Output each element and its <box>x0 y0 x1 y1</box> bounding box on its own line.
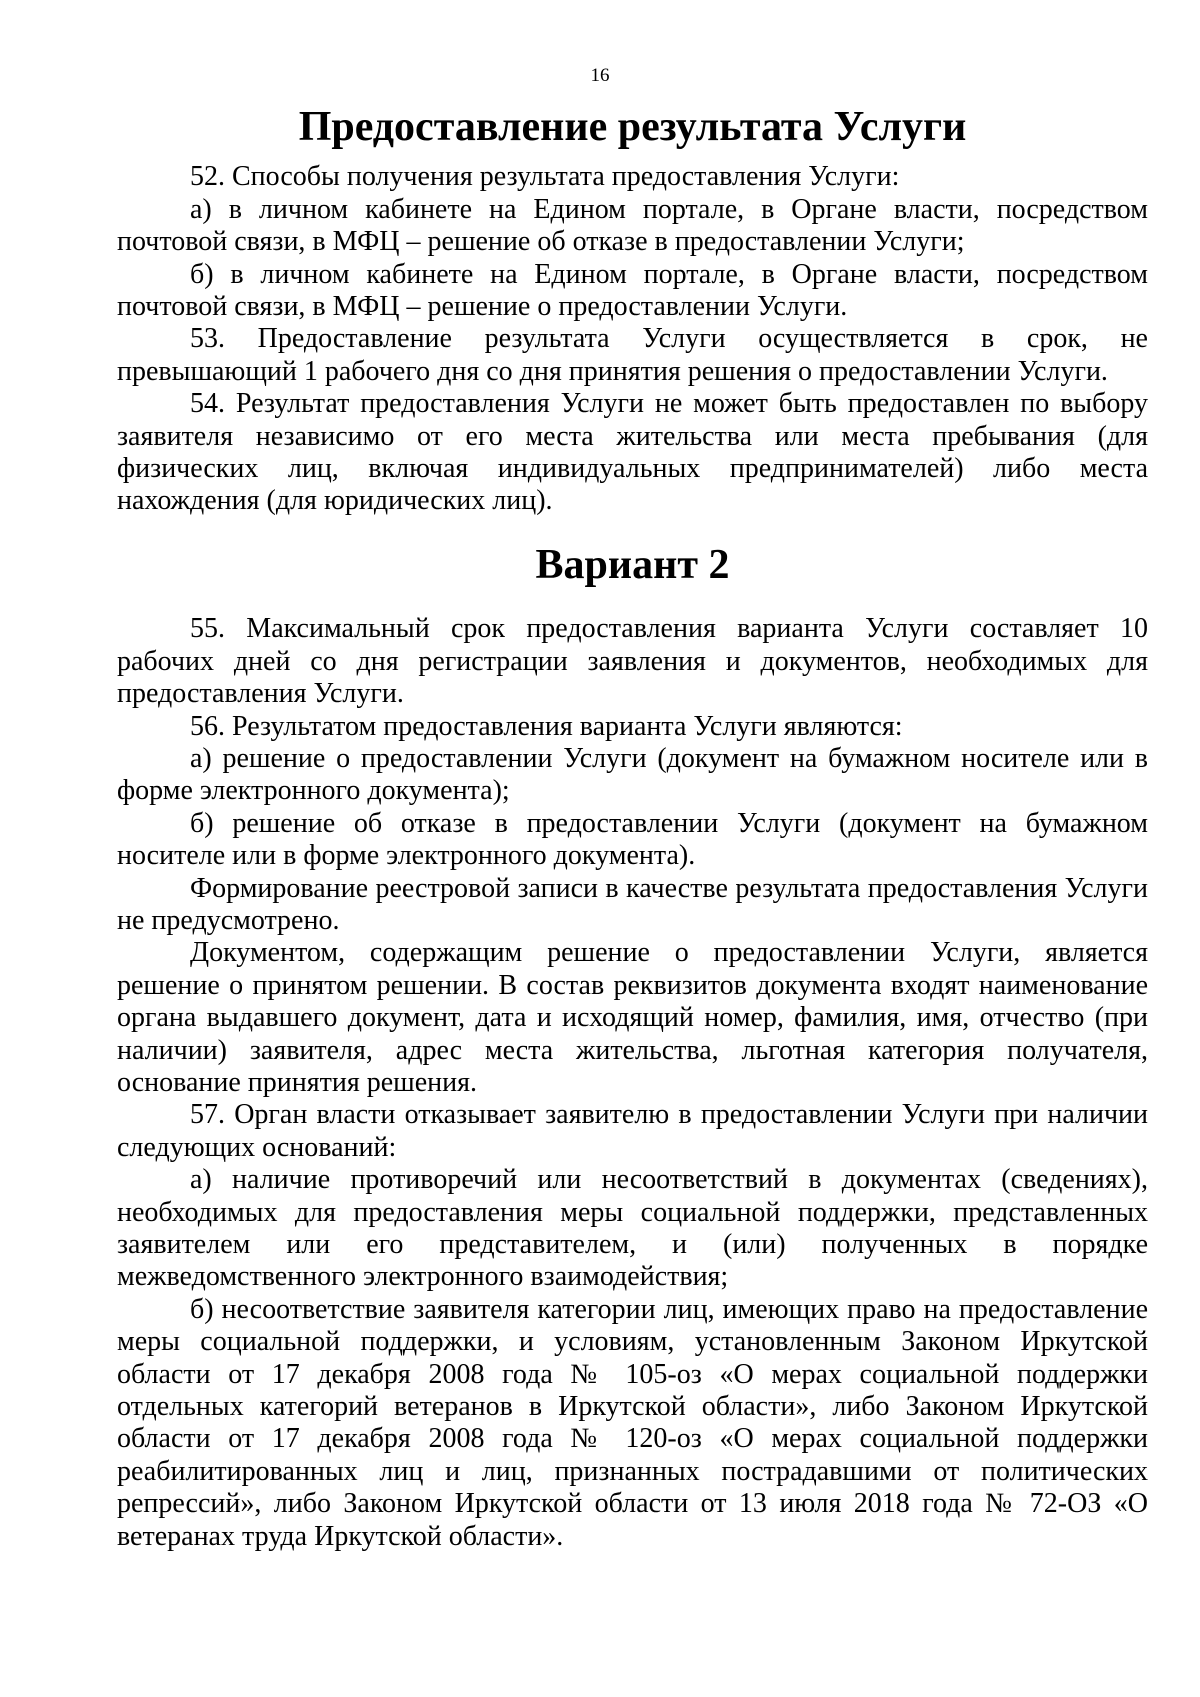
page-number: 16 <box>590 65 610 86</box>
paragraph-registry-note: Формирование реестровой записи в качестве результата предоставления Услуги не предусмотрено. <box>117 872 1148 936</box>
paragraph-57: 57. Орган власти отказывает заявителю в предоставлении Услуги при наличии следующих оснований: <box>117 1099 1148 1163</box>
document-body <box>117 104 1148 1553</box>
section-heading-result: Предоставление результата Услуги <box>298 104 967 150</box>
paragraph-53: 53. Предоставление результата Услуги осуществляется в срок, не превышающий 1 рабочего дня со дня принятия решения о предоставлении Услуги. <box>117 323 1148 387</box>
paragraph-56b: б) решение об отказе в предоставлении Услуги (документ на бумажном носителе или в форме электронного документа). <box>117 807 1148 872</box>
paragraph-decision-document: Документом, содержащим решение о предоставлении Услуги, является решение о принятом решении. В состав реквизитов документа входят наименование органа выдавшего документ, дата и исходящий номер, фамилия, имя, отчество (при наличии) заявителя, адрес места жительства, льготная категория получателя, основание принятия решения. <box>117 937 1148 1098</box>
paragraph-56a: а) решение о предоставлении Услуги (документ на бумажном носителе или в форме электронного документа); <box>117 742 1148 807</box>
paragraph-52: 52. Способы получения результата предоставления Услуги: <box>190 161 900 193</box>
paragraph-52b: б) в личном кабинете на Едином портале, в Органе власти, посредством почтовой связи, в МФЦ – решение о предоставлении Услуги. <box>117 258 1148 323</box>
paragraph-55: 55. Максимальный срок предоставления варианта Услуги составляет 10 рабочих дней со дня регистрации заявления и документов, необходимых для предоставления Услуги. <box>117 613 1148 710</box>
paragraph-52a: а) в личном кабинете на Едином портале, в Органе власти, посредством почтовой связи, в МФЦ – решение об отказе в предоставлении Услуги; <box>117 193 1148 258</box>
paragraph-56: 56. Результатом предоставления варианта Услуги являются: <box>190 710 903 742</box>
paragraph-57b: б) несоответствие заявителя категории лиц, имеющих право на предоставление меры социальной поддержки, и условиям, установленным Законом Иркутской области от 17 декабря 2008 года № 105-оз «О мерах социальной поддержки отдельных категорий ветеранов в Иркутской области», либо Законом Иркутской области от 17 декабря 2008 года № 120-оз «О мерах социальной поддержки реабилитированных лиц и лиц, признанных пострадавшими от политических репрессий», либо Законом Иркутской области от 13 июля 2018 года № 72-ОЗ «О ветеранах труда Иркутской области». <box>117 1293 1148 1552</box>
paragraph-54: 54. Результат предоставления Услуги не может быть предоставлен по выбору заявителя независимо от его места жительства или места пребывания (для физических лиц, включая индивидуальных предпринимателей) либо места нахождения (для юридических лиц). <box>117 388 1148 517</box>
section-heading-variant-2: Вариант 2 <box>535 541 730 588</box>
paragraph-57a: а) наличие противоречий или несоответствий в документах (сведениях), необходимых для предоставления меры социальной поддержки, представленных заявителем или его представителем, и (или) полученных в порядке межведомственного электронного взаимодействия; <box>117 1164 1148 1293</box>
